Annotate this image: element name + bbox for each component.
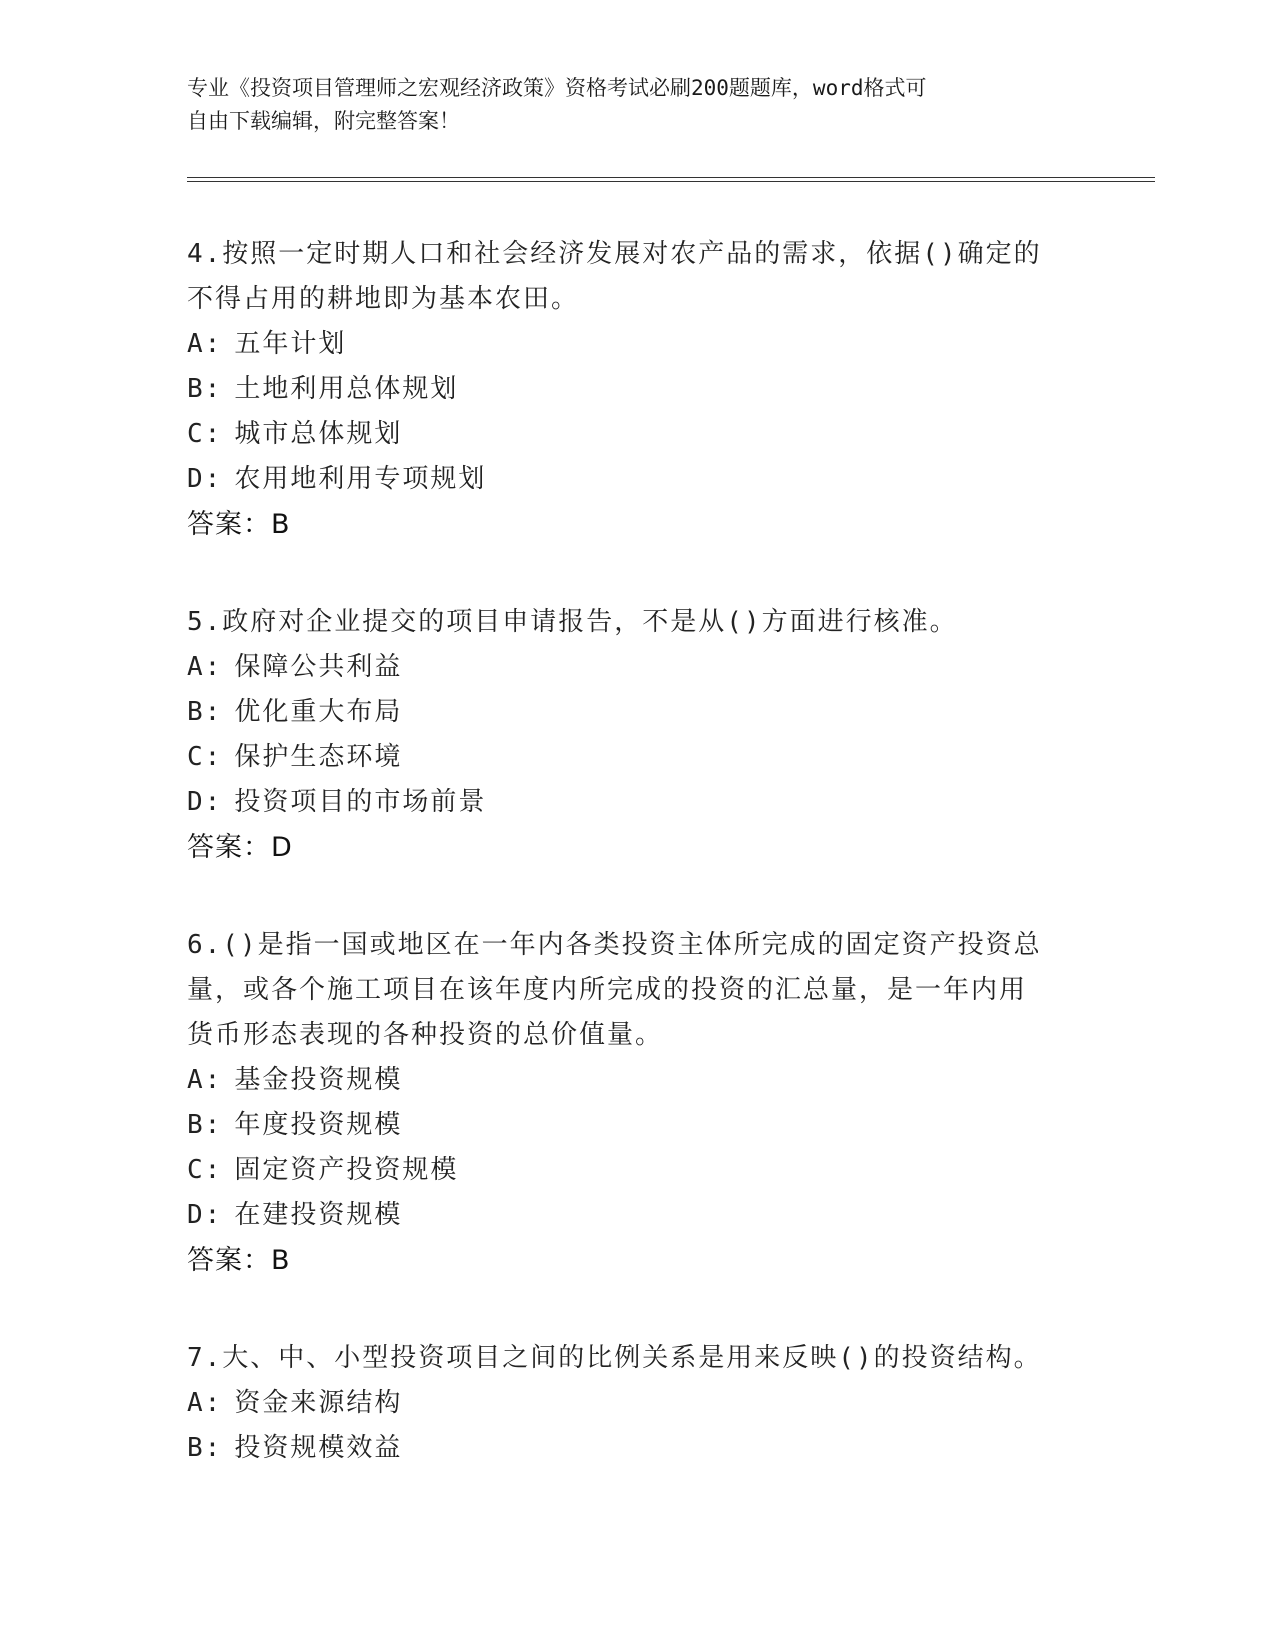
- option-label: B:: [187, 1110, 223, 1140]
- question-list: [187, 232, 1067, 1524]
- option-label: B:: [187, 1433, 223, 1463]
- option-text: 城市总体规划: [234, 419, 403, 449]
- question-block: [187, 600, 1067, 870]
- answer-option: [187, 457, 1067, 502]
- option-text: 优化重大布局: [234, 697, 403, 727]
- answer-option: [187, 735, 1067, 780]
- question-stem-line: 4.按照一定时期人口和社会经济发展对农产品的需求，依据()确定的: [187, 239, 1042, 269]
- document-header: [187, 72, 1087, 138]
- header-line-2: 自由下载编辑，附完整答案！: [187, 109, 460, 133]
- option-label: A:: [187, 329, 223, 359]
- option-label: A:: [187, 1065, 223, 1095]
- option-label: C:: [187, 1155, 223, 1185]
- answer-option: [187, 690, 1067, 735]
- option-label: C:: [187, 419, 223, 449]
- option-text: 土地利用总体规划: [234, 374, 459, 404]
- answer-option: [187, 1103, 1067, 1148]
- header-line-1: 专业《投资项目管理师之宏观经济政策》资格考试必刷200题题库，word格式可: [187, 76, 927, 100]
- answer-option: [187, 1381, 1067, 1426]
- option-text: 投资规模效益: [234, 1433, 403, 1463]
- answer-option: [187, 412, 1067, 457]
- question-block: [187, 923, 1067, 1283]
- answer-option: [187, 1058, 1067, 1103]
- option-label: A:: [187, 1388, 223, 1418]
- answer-option: [187, 645, 1067, 690]
- option-label: D:: [187, 787, 223, 817]
- answer-option: [187, 322, 1067, 367]
- header-divider: [187, 177, 1155, 182]
- option-text: 保障公共利益: [234, 652, 403, 682]
- answer-option: [187, 1193, 1067, 1238]
- question-stem-line: 货币形态表现的各种投资的总价值量。: [187, 1020, 664, 1050]
- option-text: 固定资产投资规模: [234, 1155, 459, 1185]
- option-text: 农用地利用专项规划: [234, 464, 487, 494]
- question-stem-line: 5.政府对企业提交的项目申请报告，不是从()方面进行核准。: [187, 607, 958, 637]
- answer-key: 答案：B: [187, 1245, 291, 1276]
- option-text: 五年计划: [234, 329, 347, 359]
- option-text: 保护生态环境: [234, 742, 403, 772]
- question-stem-line: 不得占用的耕地即为基本农田。: [187, 284, 580, 314]
- option-label: D:: [187, 1200, 223, 1230]
- answer-option: [187, 780, 1067, 825]
- answer-key: 答案：D: [187, 832, 293, 863]
- answer-option: [187, 1426, 1067, 1471]
- question-stem-line: 7.大、中、小型投资项目之间的比例关系是用来反映()的投资结构。: [187, 1343, 1042, 1373]
- option-text: 年度投资规模: [234, 1110, 403, 1140]
- answer-key: 答案：B: [187, 509, 291, 540]
- option-text: 在建投资规模: [234, 1200, 403, 1230]
- option-text: 资金来源结构: [234, 1388, 403, 1418]
- answer-option: [187, 367, 1067, 412]
- option-label: B:: [187, 697, 223, 727]
- option-label: B:: [187, 374, 223, 404]
- option-label: C:: [187, 742, 223, 772]
- option-text: 基金投资规模: [234, 1065, 403, 1095]
- question-block: [187, 1336, 1067, 1471]
- question-block: [187, 232, 1067, 547]
- option-label: A:: [187, 652, 223, 682]
- option-label: D:: [187, 464, 223, 494]
- option-text: 投资项目的市场前景: [234, 787, 487, 817]
- answer-option: [187, 1148, 1067, 1193]
- question-stem-line: 6.()是指一国或地区在一年内各类投资主体所完成的固定资产投资总: [187, 930, 1042, 960]
- question-stem-line: 量，或各个施工项目在该年度内所完成的投资的汇总量，是一年内用: [187, 975, 1028, 1005]
